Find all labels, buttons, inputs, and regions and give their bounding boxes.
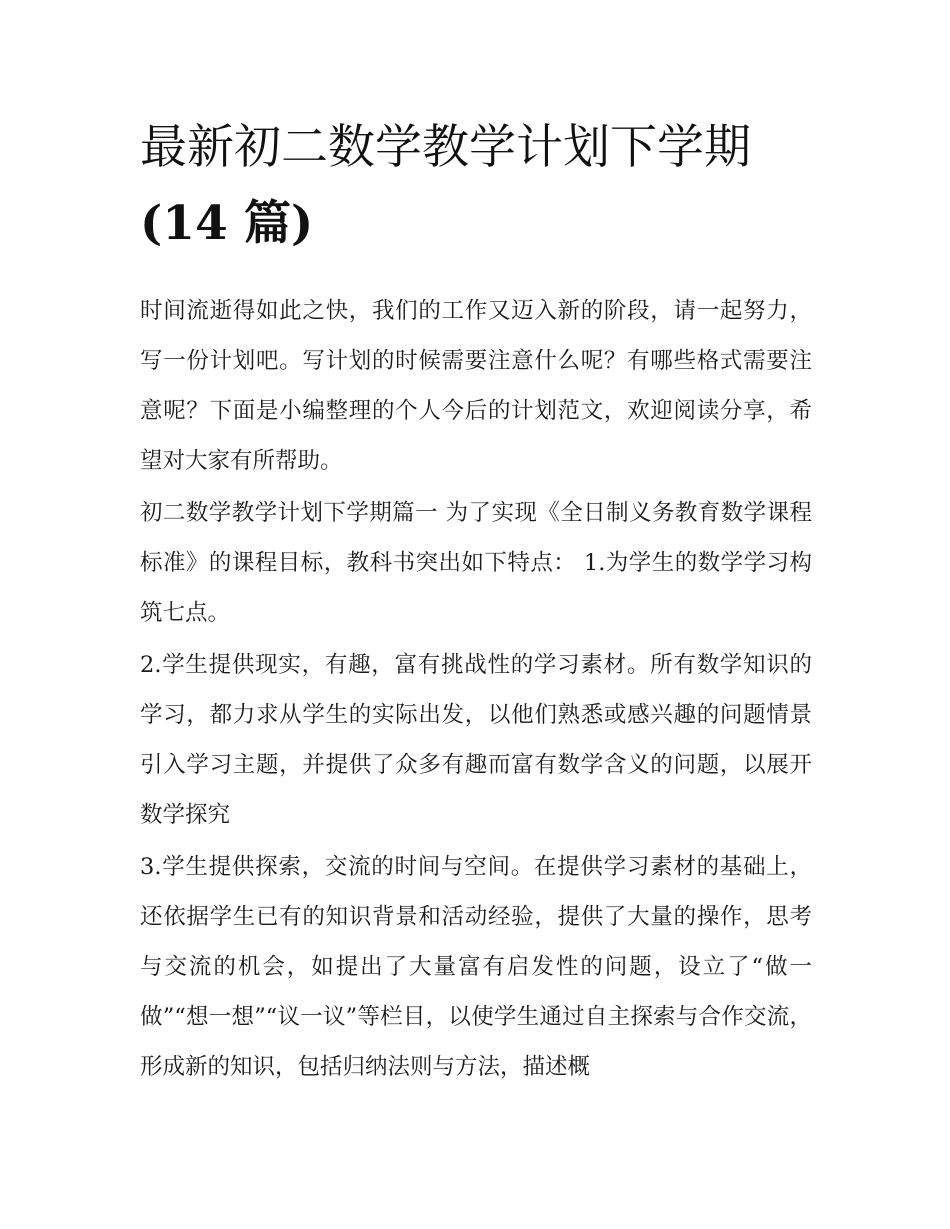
title-text: 最新初二数学教学计划下学期 <box>140 120 751 175</box>
point-two-paragraph: 2.学生提供现实，有趣，富有挑战性的学习素材。所有数学知识的学习，都力求从学生的实际出发，以他们熟悉或感兴趣的问题情景引入学习主题，并提供了众多有趣而富有数学含义的问题，以展开数学探究 <box>140 652 812 828</box>
section-one-paragraph: 初二数学教学计划下学期篇一 为了实现《全日制义务教育数学课程标准》的课程目标，教科书突出如下特点： 1.为学生的数学学习构筑七点。 <box>140 500 812 626</box>
intro-paragraph: 时间流逝得如此之快，我们的工作又迈入新的阶段，请一起努力，写一份计划吧。写计划的时候需要注意什么呢？有哪些格式需要注意呢？下面是小编整理的个人今后的计划范文，欢迎阅读分享，希望对大家有所帮助。 <box>140 298 812 474</box>
title-suffix: (14 篇) <box>140 196 314 251</box>
document-title <box>140 110 812 262</box>
document-page <box>140 110 812 1094</box>
point-three-paragraph: 3.学生提供探索，交流的时间与空间。在提供学习素材的基础上，还依据学生已有的知识背景和活动经验，提供了大量的操作，思考与交流的机会，如提出了大量富有启发性的问题，设立了“做一做”“想一想”“议一议”等栏目，以使学生通过自主探索与合作交流，形成新的知识，包括归纳法则与方法，描述概 <box>140 854 812 1080</box>
